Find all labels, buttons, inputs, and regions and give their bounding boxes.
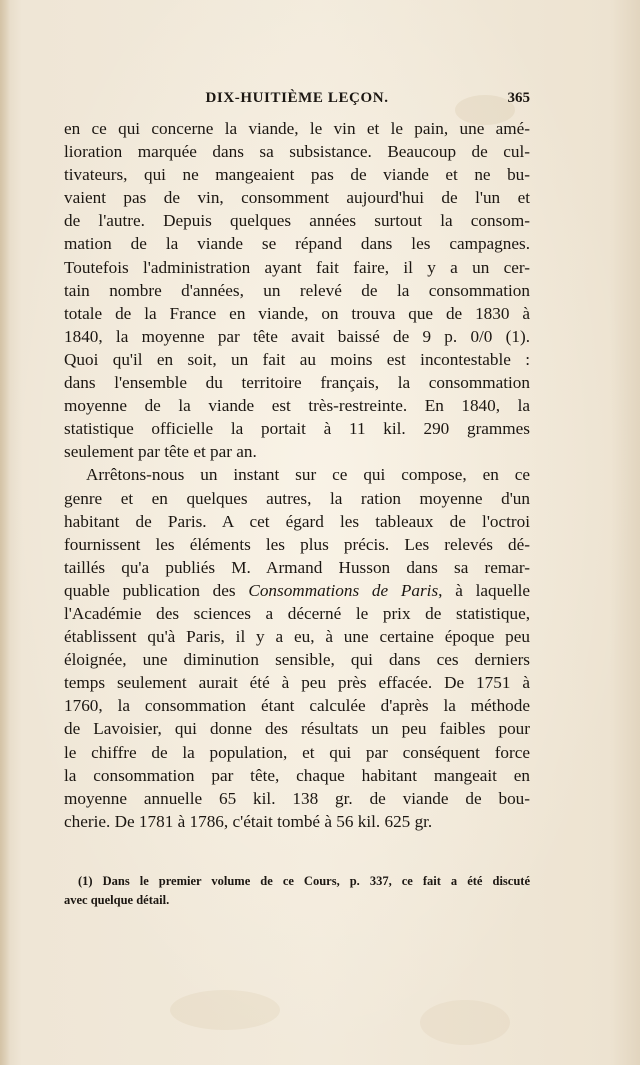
text-line: mation de la viande se répand dans les campagnes. <box>64 234 530 254</box>
text-line: 1840, la moyenne par tête avait baissé de 9 p. 0/0 (1). <box>64 326 530 346</box>
text-line: lioration marquée dans sa subsistance. Beaucoup de cul- <box>64 142 530 162</box>
text-line: temps seulement aurait été à peu près effacée. De 1751 à <box>64 673 530 693</box>
text-line: dans l'ensemble du territoire français, la consommation <box>64 373 530 393</box>
text-line: l'Académie des sciences a décerné le prix de statistique, <box>64 603 530 623</box>
page-gutter-shadow <box>0 0 10 1065</box>
footnote-line: avec quelque détail. <box>64 893 170 907</box>
page-number: 365 <box>507 90 530 106</box>
text-line: Quoi qu'il en soit, un fait au moins est incontestable : <box>64 349 530 369</box>
text-line: 1760, la consommation étant calculée d'après la méthode <box>64 696 530 716</box>
text-line: en ce qui concerne la viande, le vin et le pain, une amé- <box>64 119 530 138</box>
text-line: genre et en quelques autres, la ration moyenne d'un <box>64 488 530 508</box>
text-line: de l'autre. Depuis quelques années surtout la consom- <box>64 211 530 231</box>
text-line: de Lavoisier, qui donne des résultats un peu faibles pour <box>64 719 530 739</box>
paper-stain <box>170 990 280 1030</box>
text-line: la consommation par tête, chaque habitant mangeait en <box>64 765 530 785</box>
text-line: totale de la France en viande, on trouva que de 1830 à <box>64 303 530 323</box>
text-line: habitant de Paris. A cet égard les tableaux de l'octroi <box>64 511 530 531</box>
body-text <box>64 117 530 833</box>
text-line: Arrêtons-nous un instant sur ce qui compose, en ce <box>86 465 530 485</box>
text-line: moyenne de la viande est très-restreinte. En 1840, la <box>64 396 530 416</box>
text-line: seulement par tête et par an. <box>64 442 257 462</box>
text-line: moyenne annuelle 65 kil. 138 gr. de viande de bou- <box>64 788 530 808</box>
paper-stain <box>420 1000 510 1045</box>
footnote <box>64 872 530 910</box>
page-header <box>64 90 530 114</box>
text-line: Toutefois l'administration ayant fait faire, il y a un cer- <box>64 257 530 277</box>
text-line: tivateurs, qui ne mangeaient pas de viande et ne bu- <box>64 165 530 185</box>
text-line: cherie. De 1781 à 1786, c'était tombé à 56 kil. 625 gr. <box>64 811 433 831</box>
footnote-line: (1) Dans le premier volume de ce Cours, p. 337, ce fait a été discuté <box>78 874 530 888</box>
running-title: DIX-HUITIÈME LEÇON. <box>205 90 389 106</box>
text-line: établissent qu'à Paris, il y a eu, à une certaine époque peu <box>64 627 530 647</box>
text-line: le chiffre de la population, et qui par conséquent force <box>64 742 530 762</box>
text-line: tain nombre d'années, un relevé de la consommation <box>64 280 530 300</box>
text-line: taillés qu'a publiés M. Armand Husson dans sa remar- <box>64 557 530 577</box>
text-line: quable publication des Consommations de Paris, à laquelle <box>64 580 530 600</box>
text-line: vaient pas de vin, consomment aujourd'hui de l'un et <box>64 188 530 208</box>
text-line: éloignée, une diminution sensible, qui dans ces derniers <box>64 650 530 670</box>
text-line: statistique officielle la portait à 11 kil. 290 grammes <box>64 419 530 439</box>
text-line: fournissent les éléments les plus précis. Les relevés dé- <box>64 534 530 554</box>
